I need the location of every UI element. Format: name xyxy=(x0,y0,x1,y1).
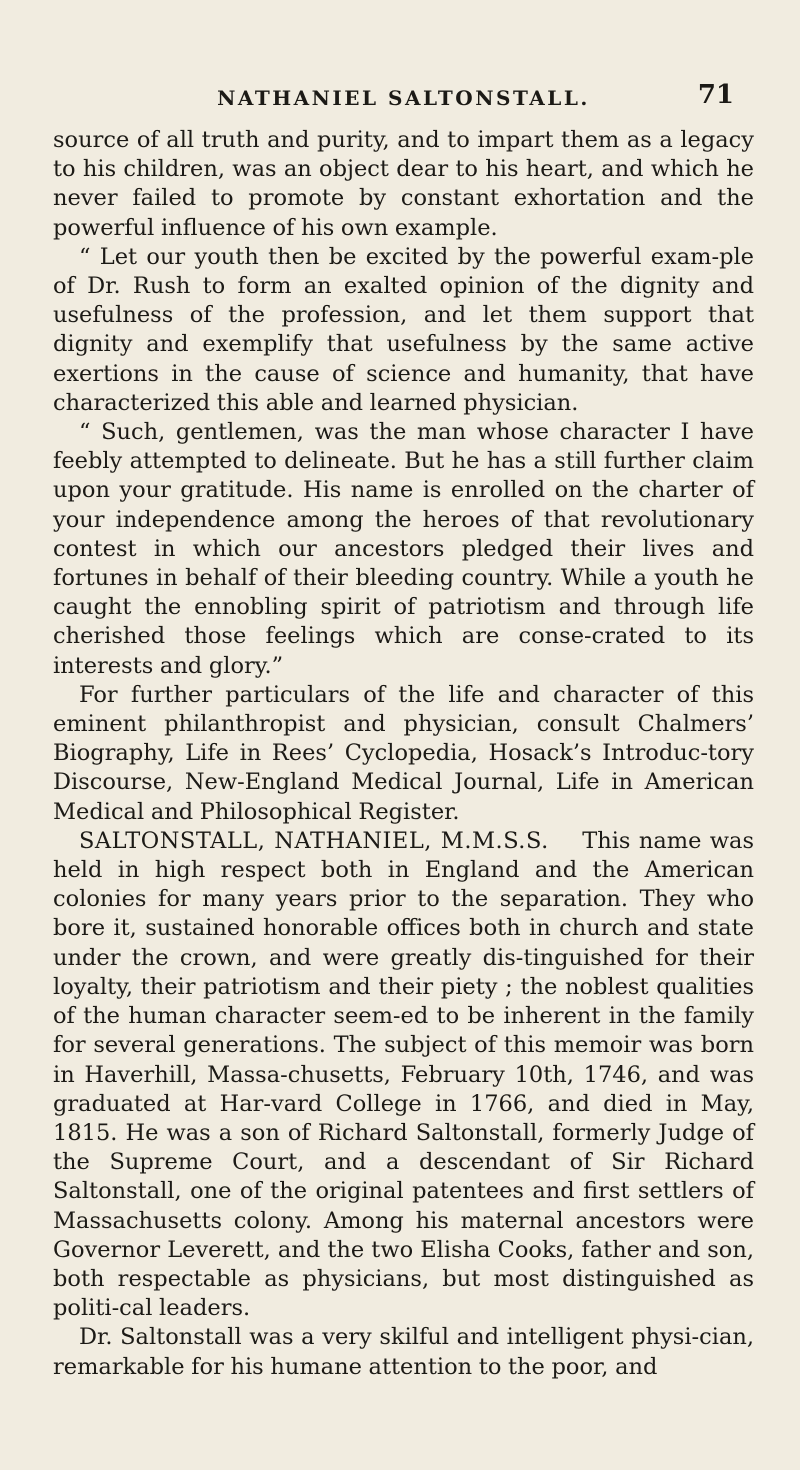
body-text xyxy=(53,126,754,1382)
page-number: 71 xyxy=(697,80,734,110)
paragraph-quote-youth: “ Let our youth then be excited by the powerful exam-ple of Dr. Rush to form an exalted opinion of the dignity and usefulness of the profession, and let them support that dignity and exemplify that usefulness by the same active exertions in the cause of science and humanity, that have characterized this able and learned physician. xyxy=(53,243,754,416)
paragraph-continued: source of all truth and purity, and to impart them as a legacy to his children, was an object dear to his heart, and which he never failed to promote by constant exhortation and the powerful influence of his own example. xyxy=(53,127,754,241)
running-head xyxy=(53,76,754,118)
book-page xyxy=(0,76,800,1470)
entry-heading: SALTONSTALL, NATHANIEL, M.M.S.S. xyxy=(79,827,549,854)
paragraph-quote-gentlemen: “ Such, gentlemen, was the man whose character I have feebly attempted to delineate. But he has a still further claim upon your gratitude. His name is enrolled on the charter of your independence among the heroes of that revolutionary contest in which our ancestors pledged their lives and fortunes in behalf of their bleeding country. While a youth he caught the ennobling spirit of patriotism and through life cherished those feelings which are conse-crated to its interests and glory.” xyxy=(53,419,754,679)
paragraph-final: Dr. Saltonstall was a very skilful and intelligent physi-cian, remarkable for his humane attention to the poor, and xyxy=(53,1324,754,1380)
entry-text: This name was held in high respect both in England and the American colonies for many years prior to the separation. They who bore it, sustained honorable offices both in church and state under the crown, and were greatly dis-tinguished for their loyalty, their patriotism and their piety ; the noblest qualities of the human character seem-ed to be inherent in the family for several generations. The subject of this memoir was born in Haverhill, Massa-chusetts, February 10th, 1746, and was graduated at Har-vard College in 1766, and died in May, 1815. He was a son of Richard Saltonstall, formerly Judge of the Supreme Court, and a descendant of Sir Richard Saltonstall, one of the original patentees and first settlers of Massachusetts colony. Among his maternal ancestors were Governor Leverett, and the two Elisha Cooks, father and son, both respectable as physicians, but most distinguished as politi-cal leaders. xyxy=(53,827,755,1322)
entry-saltonstall xyxy=(53,827,754,1323)
paragraph-further-particulars: For further particulars of the life and character of this eminent philanthropist and physician, consult Chalmers’ Biography, Life in Rees’ Cyclopedia, Hosack’s Introduc-tory Discourse, New-England Medical Journal, Life in American Medical and Philosophical Register. xyxy=(53,681,754,825)
running-title: NATHANIEL SALTONSTALL. xyxy=(217,86,590,110)
